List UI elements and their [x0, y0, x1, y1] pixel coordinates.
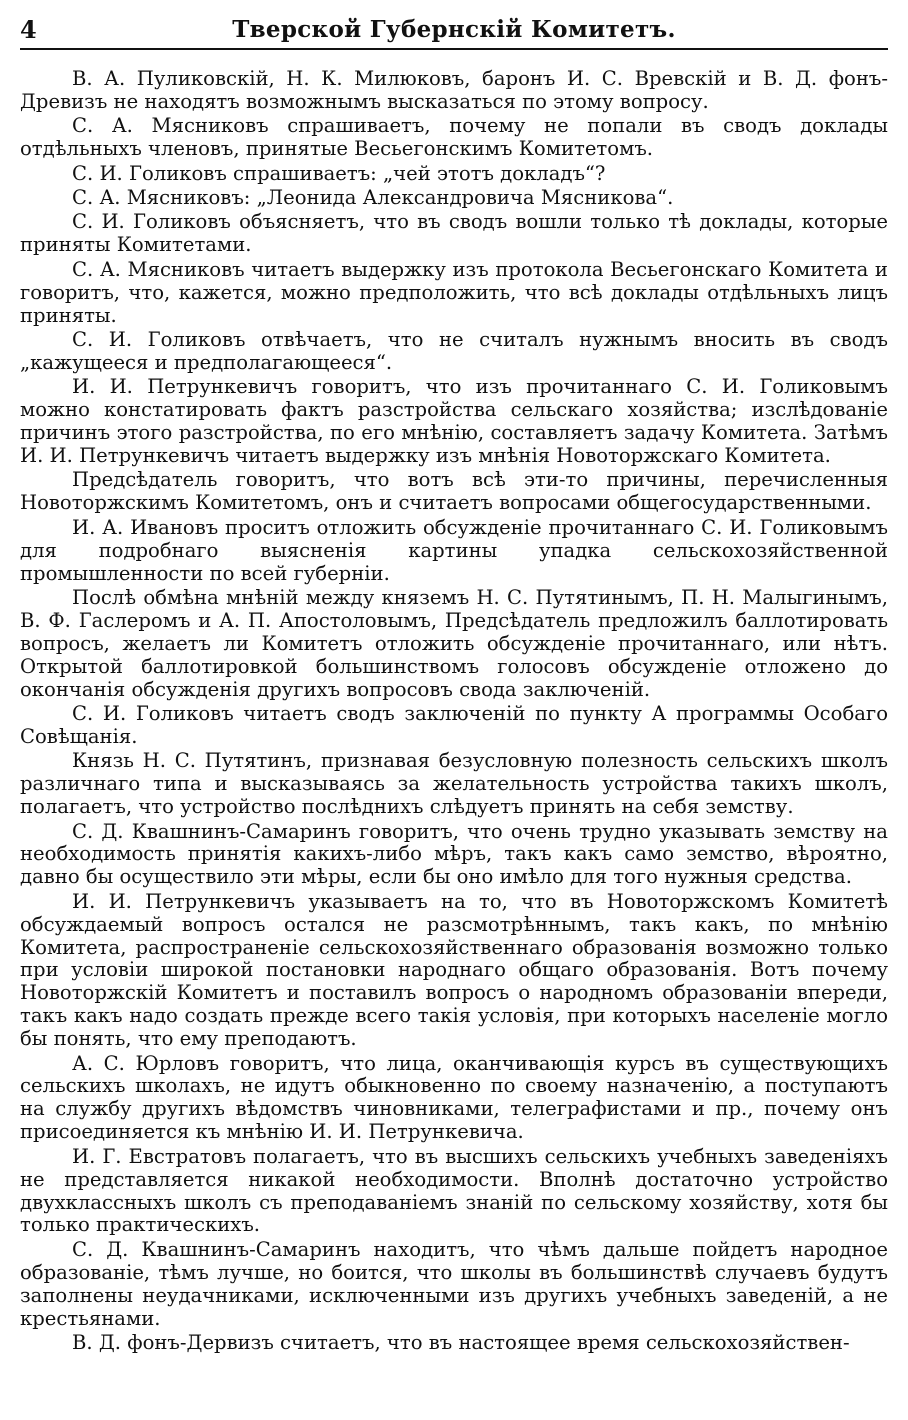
paragraph: С. А. Мясниковъ: „Леонида Александровича Мясникова“. [72, 186, 674, 210]
paragraph: И. Г. Евстратовъ полагаетъ, что въ высшихъ сельскихъ учебныхъ заведеніяхъ не представляется никакой необходимости. Вполнѣ достаточно устройство двухклассныхъ школъ съ преподаваніемъ знаній по сельскому хозяйству, хотя бы только практическихъ. [20, 1144, 888, 1237]
paragraph: С. А. Мясниковъ спрашиваетъ, почему не попали въ сводъ доклады отдѣльныхъ членовъ, принятые Весьегонскимъ Комитетомъ. [20, 114, 888, 161]
page-number: 4 [20, 15, 37, 44]
paragraph: И. А. Ивановъ проситъ отложить обсужденіе прочитаннаго С. И. Голиковымъ для подробнаго выясненія картины упадка сельскохозяйственной промышленности по всей губерніи. [20, 515, 888, 585]
running-header [20, 14, 888, 50]
paragraph: А. С. Юрловъ говоритъ, что лица, оканчивающія курсъ въ существующихъ сельскихъ школахъ, не идутъ обыкновенно по своему назначенію, а поступаютъ на службу другихъ вѣдомствъ чиновниками, телеграфистами и пр., почему онъ присоединяется къ мнѣнію И. И. Петрункевича. [20, 1051, 888, 1144]
paragraph: С. И. Голиковъ читаетъ сводъ заключеній по пункту А программы Особаго Совѣщанія. [20, 701, 888, 748]
paragraph: И. И. Петрункевичъ говоритъ, что изъ прочитаннаго С. И. Голиковымъ можно констатировать фактъ разстройства сельскаго хозяйства; изслѣдованіе причинъ этого разстройства, по его мнѣнію, составляетъ задачу Комитета. Затѣмъ И. И. Петрункевичъ читаетъ выдержку изъ мнѣнія Новоторжскаго Комитета. [20, 375, 888, 467]
paragraph: С. Д. Квашнинъ-Самаринъ говоритъ, что очень трудно указывать земству на необходимость принятія какихъ-либо мѣръ, такъ какъ само земство, вѣроятно, давно бы осуществило эти мѣры, если бы оно имѣло для того нужныя средства. [20, 819, 888, 889]
paragraph: Князь Н. С. Путятинъ, признавая безусловную полезность сельскихъ школъ различнаго типа и высказываясь за желательность устройства такихъ школъ, полагаетъ, что устройство послѣднихъ слѣдуетъ принять на себя земству. [20, 749, 888, 819]
paragraph: Послѣ обмѣна мнѣній между княземъ Н. С. Путятинымъ, П. Н. Малыгинымъ, В. Ф. Гаслеромъ и А. П. Апостоловымъ, Предсѣдатель предложилъ баллотировать вопросъ, желаетъ ли Комитетъ отложить обсужденіе прочитаннаго, или нѣтъ. Открытой баллотировкой большинствомъ голосовъ обсужденіе отложено до окончанія обсужденія другихъ вопросовъ свода заключеній. [20, 585, 888, 701]
body-text [20, 68, 888, 1355]
paragraph: С. А. Мясниковъ читаетъ выдержку изъ протокола Весьегонскаго Комитета и говоритъ, что, кажется, можно предположить, что всѣ доклады отдѣльныхъ лицъ приняты. [20, 257, 888, 327]
paragraph: Предсѣдатель говоритъ, что вотъ всѣ эти-то причины, перечисленныя Новоторжскимъ Комитетомъ, онъ и считаетъ вопросами общегосударственными. [20, 468, 888, 515]
paragraph: С. И. Голиковъ объясняетъ, что въ сводъ вошли только тѣ доклады, которые приняты Комитетами. [20, 210, 888, 257]
header-title: Тверской Губернскій Комитетъ. [232, 16, 676, 43]
paragraph: В. Д. фонъ-Дервизъ считаетъ, что въ настоящее время сельскохозяйствен- [72, 1330, 850, 1354]
paragraph: С. Д. Квашнинъ-Самаринъ находитъ, что чѣмъ дальше пойдетъ народное образованіе, тѣмъ лучше, но боится, что школы въ большинствѣ случаевъ будутъ заполнены неудачниками, исключенными изъ другихъ учебныхъ заведеній, а не крестьянами. [20, 1237, 888, 1330]
paragraph: С. И. Голиковъ отвѣчаетъ, что не считалъ нужнымъ вносить въ сводъ „кажущееся и предполагающееся“. [20, 327, 888, 374]
paragraph: В. А. Пуликовскій, Н. К. Милюковъ, баронъ И. С. Вревскій и В. Д. фонъ-Древизъ не находятъ возможнымъ высказаться по этому вопросу. [20, 67, 888, 113]
paragraph: С. И. Голиковъ спрашиваетъ: „чей этотъ докладъ“? [72, 161, 606, 185]
paragraph: И. И. Петрункевичъ указываетъ на то, что въ Новоторжскомъ Комитетѣ обсуждаемый вопросъ остался не разсмотрѣннымъ, такъ какъ, по мнѣнію Комитета, распространеніе сельскохозяйственнаго образованія возможно только при условіи широкой постановки народнаго общаго образованія. Вотъ почему Новоторжскій Комитетъ и поставилъ вопросъ о народномъ образованіи впереди, такъ какъ надо создать прежде всего такія условія, при которыхъ населеніе могло бы понять, что ему преподаютъ. [20, 889, 888, 1051]
